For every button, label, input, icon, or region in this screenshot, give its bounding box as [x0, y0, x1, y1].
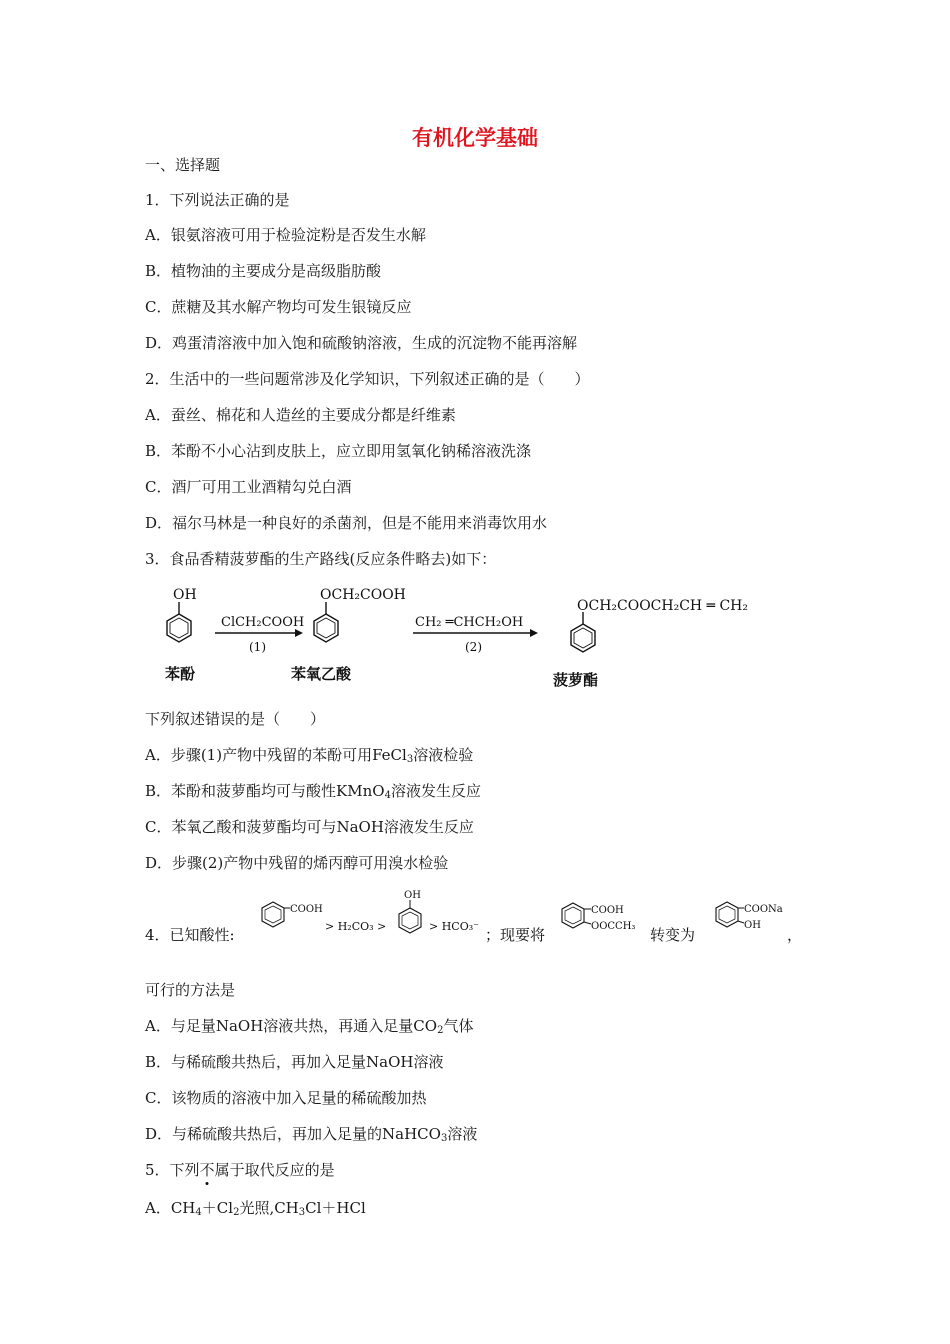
phenol-structure — [167, 602, 191, 642]
text-fragment: Cl＋HCl — [305, 1199, 366, 1217]
reagent-1: ClCH₂COOH — [221, 615, 305, 630]
q3-option-a — [145, 745, 473, 770]
text-fragment: 3 — [298, 1207, 306, 1218]
text-fragment: 溶液发生反应 — [390, 782, 481, 800]
text-fragment: A．CH — [145, 1199, 196, 1217]
q5-stem — [145, 1160, 335, 1180]
acidity-gt-1: > H₂CO₃ > — [325, 920, 387, 933]
reagent-2: CH₂ ═CHCH₂OH — [415, 615, 524, 630]
acidity-gt-2: > HCO₃⁻ — [429, 920, 479, 933]
benzoic-acid-substituent: COOH — [290, 904, 323, 915]
q4-phenol-structure — [399, 900, 421, 933]
q4-acidity-line — [145, 888, 805, 948]
acid-substituent: OCH₂COOH — [320, 587, 406, 603]
q3-option-d: D．步骤(2)产物中残留的烯丙醇可用溴水检验 — [145, 854, 449, 872]
page-title: 有机化学基础 — [412, 126, 538, 150]
q4-option-a — [145, 1016, 473, 1041]
q1-option-b: B．植物油的主要成分是高级脂肪酸 — [145, 262, 382, 280]
q1-stem: 1．下列说法正确的是 — [145, 191, 290, 209]
q4-ask: 可行的方法是 — [145, 981, 236, 999]
text-fragment: D．与稀硫酸共热后，再加入足量的NaHCO — [145, 1125, 441, 1143]
q4-option-d — [145, 1124, 477, 1149]
pineapple-ester-structure — [571, 612, 595, 652]
text-fragment: 2 — [233, 1207, 240, 1218]
reaction-scheme — [145, 580, 785, 695]
phenol-label: 苯酚 — [165, 665, 196, 683]
step-1-label: (1) — [249, 640, 266, 654]
q3-option-b — [145, 781, 481, 806]
text-fragment: 溶液 — [447, 1125, 478, 1143]
arrow-2-head — [530, 629, 538, 637]
q4-stem-c: 转变为 — [650, 926, 696, 944]
text-fragment: 5．下列 — [145, 1161, 200, 1179]
q2-option-a: A．蚕丝、棉花和人造丝的主要成分都是纤维素 — [145, 406, 456, 424]
q4-option-b: B．与稀硫酸共热后，再加入足量NaOH溶液 — [145, 1053, 444, 1071]
section-heading: 一、选择题 — [145, 156, 221, 174]
ester-substituent: OCH₂COOCH₂CH ═ CH₂ — [577, 598, 748, 614]
text-fragment: B．苯酚和菠萝酯均可与酸性KMnO — [145, 782, 385, 800]
q3-ask: 下列叙述错误的是（ ） — [145, 710, 326, 728]
text-fragment: 2 — [437, 1025, 444, 1036]
arrow-1-head — [295, 629, 303, 637]
text-fragment: A．步骤(1)产物中残留的苯酚可用FeCl — [145, 746, 407, 764]
text-fragment: 4 — [195, 1207, 202, 1218]
q3-stem: 3．食品香精菠萝酯的生产路线(反应条件略去)如下： — [145, 550, 497, 568]
q2-option-b: B．苯酚不小心沾到皮肤上，应立即用氢氧化钠稀溶液洗涤 — [145, 442, 532, 460]
q4-stem-a: 4．已知酸性: — [145, 926, 235, 944]
text-fragment: 气体 — [443, 1017, 474, 1035]
aspirin-substituent-1: COOH — [591, 905, 624, 916]
ester-label: 菠萝酯 — [553, 671, 599, 689]
q4-option-c: C．该物质的溶液中加入足量的稀硫酸加热 — [145, 1089, 427, 1107]
text-fragment: 光照,CH — [239, 1199, 299, 1217]
text-fragment: 溶液检验 — [413, 746, 474, 764]
text-fragment: 3 — [406, 754, 414, 765]
product-substituent-2: OH — [744, 920, 761, 931]
text-fragment: 4 — [384, 790, 391, 801]
product-substituent-1: COONa — [744, 904, 783, 915]
step-2-label: (2) — [465, 640, 482, 654]
q4-stem-b: ；现要将 — [485, 926, 546, 944]
q3-option-c: C．苯氧乙酸和菠萝酯均可与NaOH溶液发生反应 — [145, 818, 474, 836]
q1-option-a: A．银氨溶液可用于检验淀粉是否发生水解 — [145, 226, 426, 244]
sodium-salicylate-structure — [716, 902, 744, 927]
phenoxyacetic-acid-structure — [314, 602, 338, 642]
aspirin-structure — [562, 903, 591, 928]
q5-option-a — [145, 1198, 366, 1223]
q1-option-c: C．蔗糖及其水解产物均可发生银镜反应 — [145, 298, 412, 316]
q2-stem: 2．生活中的一些问题常涉及化学知识，下列叙述正确的是（ ） — [145, 370, 590, 388]
benzoic-acid-structure — [262, 902, 290, 927]
text-fragment: A．与足量NaOH溶液共热，再通入足量CO — [145, 1017, 438, 1035]
q4-comma: ， — [787, 926, 803, 944]
aspirin-substituent-2: OOCCH₃ — [591, 921, 636, 932]
phenol-substituent: OH — [173, 587, 197, 603]
text-fragment: 3 — [440, 1133, 448, 1144]
text-fragment: 属于取代反应的是 — [214, 1161, 335, 1179]
text-fragment: ＋Cl — [201, 1199, 234, 1217]
emphasis-dot-char: 不 — [199, 1161, 215, 1179]
q4-phenol-substituent: OH — [404, 890, 421, 901]
q2-option-d: D．福尔马林是一种良好的杀菌剂，但是不能用来消毒饮用水 — [145, 514, 548, 532]
acid-label: 苯氧乙酸 — [291, 665, 352, 683]
q1-option-d: D．鸡蛋清溶液中加入饱和硫酸钠溶液，生成的沉淀物不能再溶解 — [145, 334, 578, 352]
q2-option-c: C．酒厂可用工业酒精勾兑白酒 — [145, 478, 352, 496]
